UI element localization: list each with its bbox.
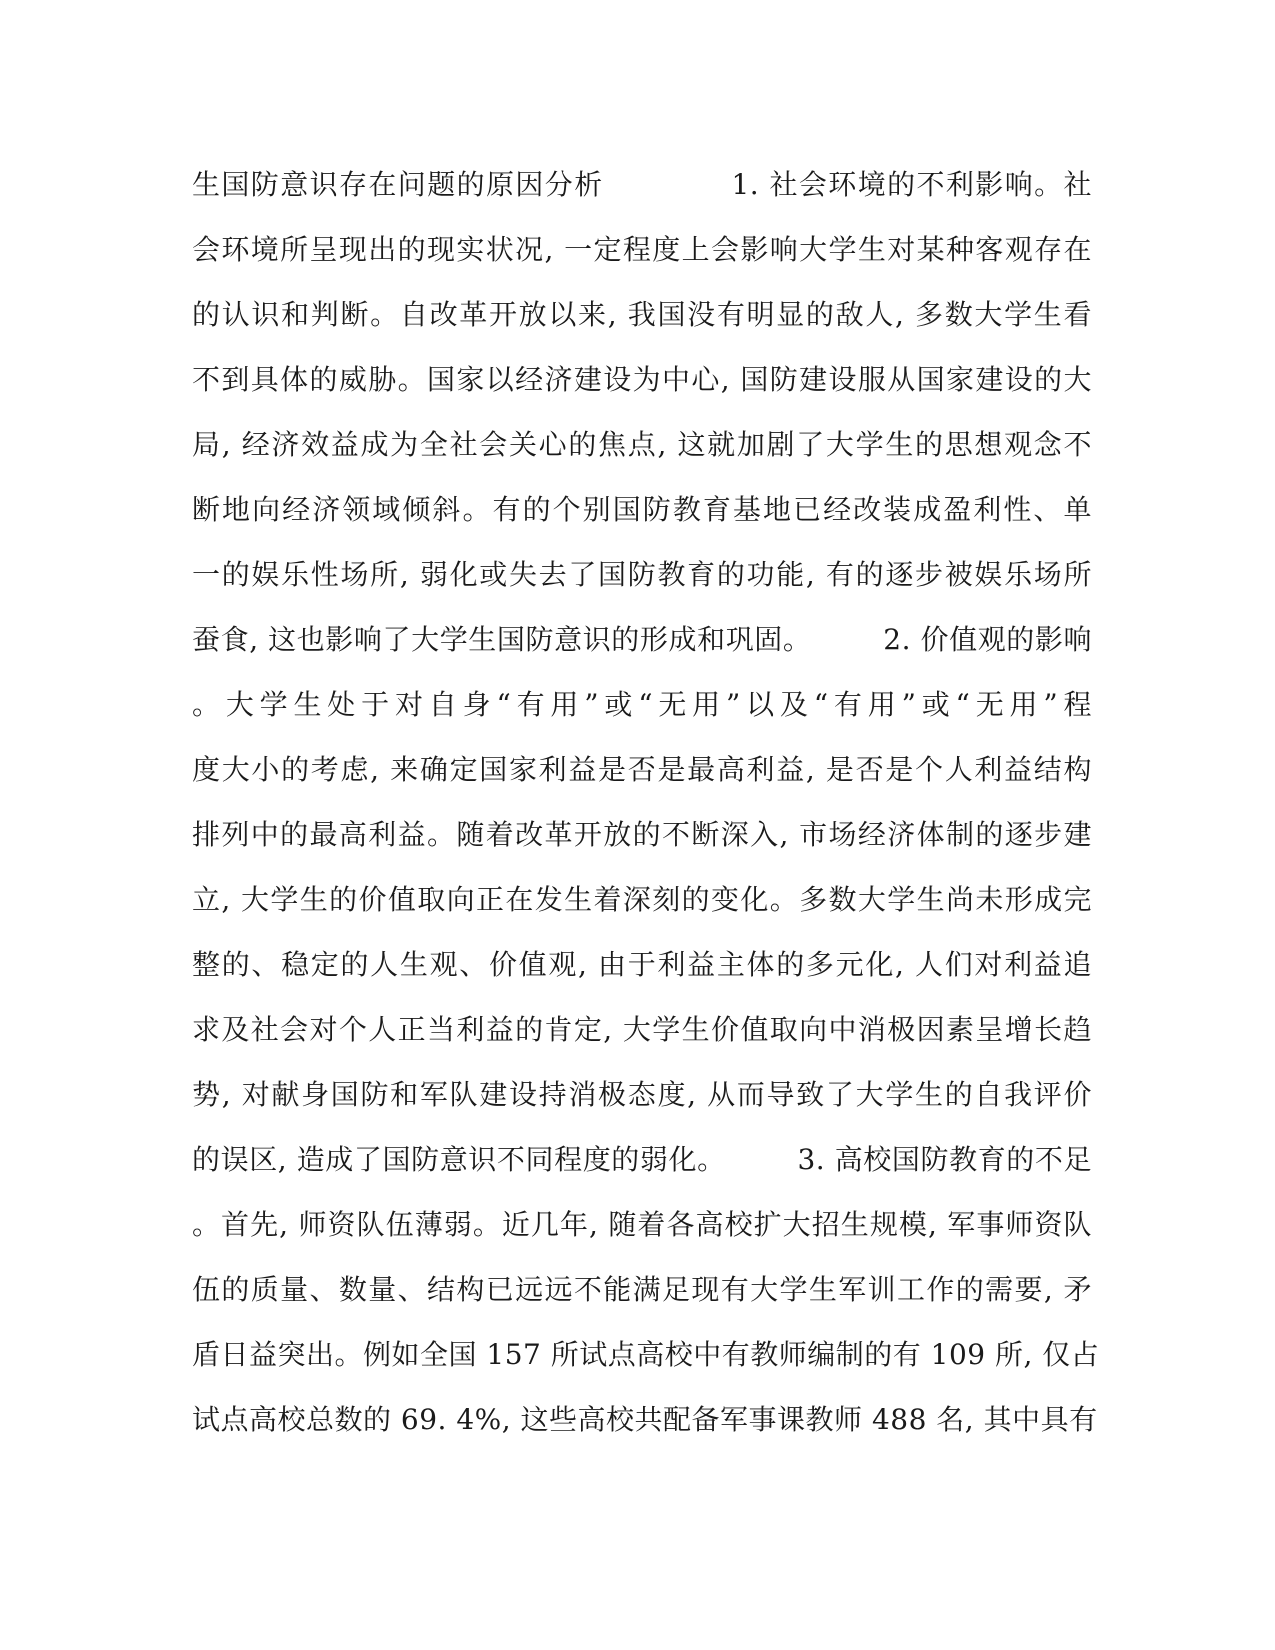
text-line: 的误区, 造成了国防意识不同程度的弱化。 3. 高校国防教育的不足 — [192, 1143, 1092, 1176]
text-line: 。首先, 师资队伍薄弱。近几年, 随着各高校扩大招生规模, 军事师资队 — [192, 1208, 1092, 1241]
text-line: 不到具体的威胁。国家以经济建设为中心, 国防建设服从国家建设的大 — [192, 363, 1092, 396]
text-line: 局, 经济效益成为全社会关心的焦点, 这就加剧了大学生的思想观念不 — [192, 428, 1092, 461]
text-line: 。大学生处于对自身“有用”或“无用”以及“有用”或“无用”程 — [192, 688, 1092, 721]
text-line: 伍的质量、数量、结构已远远不能满足现有大学生军训工作的需要, 矛 — [192, 1273, 1092, 1306]
text-line: 度大小的考虑, 来确定国家利益是否是最高利益, 是否是个人利益结构 — [192, 753, 1092, 786]
body-text — [192, 152, 1100, 1452]
text-line: 立, 大学生的价值取向正在发生着深刻的变化。多数大学生尚未形成完 — [192, 883, 1092, 916]
text-line: 试点高校总数的 69. 4%, 这些高校共配备军事课教师 488 名, 其中具有 — [192, 1403, 1098, 1436]
text-line: 蚕食, 这也影响了大学生国防意识的形成和巩固。 2. 价值观的影响 — [192, 623, 1092, 656]
text-line: 生国防意识存在问题的原因分析 1. 社会环境的不利影响。社 — [192, 168, 1092, 201]
text-line: 势, 对献身国防和军队建设持消极态度, 从而导致了大学生的自我评价 — [192, 1078, 1092, 1111]
text-line: 的认识和判断。自改革开放以来, 我国没有明显的敌人, 多数大学生看 — [192, 298, 1092, 331]
text-line: 盾日益突出。例如全国 157 所试点高校中有教师编制的有 109 所, 仅占 — [192, 1338, 1100, 1371]
text-line: 会环境所呈现出的现实状况, 一定程度上会影响大学生对某种客观存在 — [192, 233, 1092, 266]
text-line: 一的娱乐性场所, 弱化或失去了国防教育的功能, 有的逐步被娱乐场所 — [192, 558, 1092, 591]
text-line: 排列中的最高利益。随着改革开放的不断深入, 市场经济体制的逐步建 — [192, 818, 1092, 851]
text-line: 断地向经济领域倾斜。有的个别国防教育基地已经改装成盈利性、单 — [192, 493, 1092, 526]
text-line: 求及社会对个人正当利益的肯定, 大学生价值取向中消极因素呈增长趋 — [192, 1013, 1092, 1046]
text-line: 整的、稳定的人生观、价值观, 由于利益主体的多元化, 人们对利益追 — [192, 948, 1092, 981]
